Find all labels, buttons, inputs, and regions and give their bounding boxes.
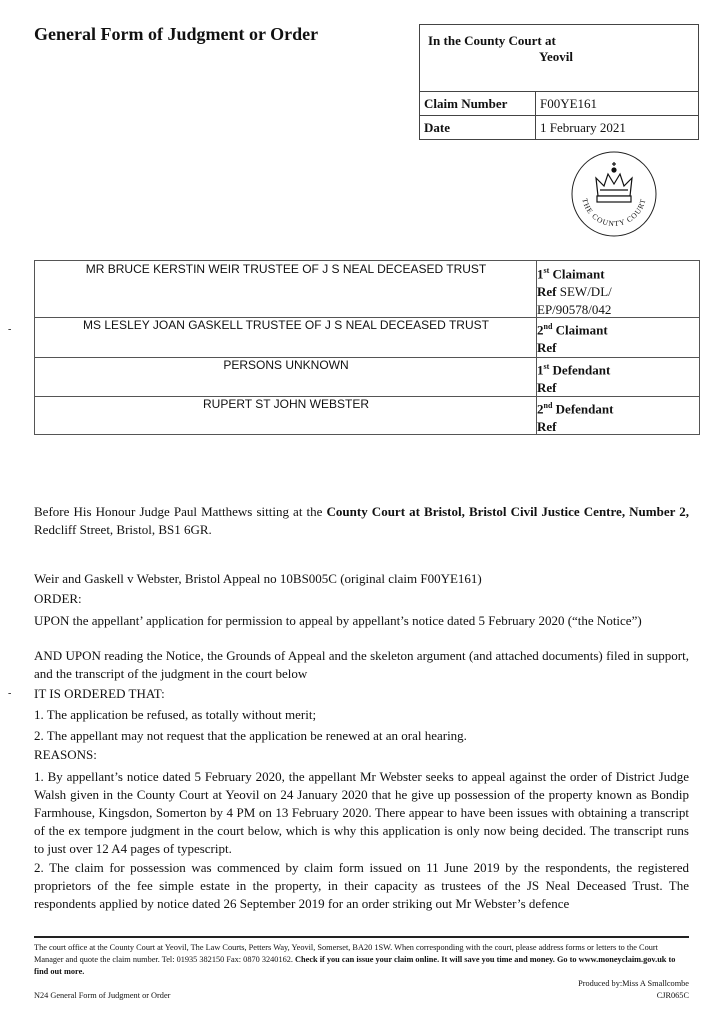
party-role: 2nd Claimant Ref (537, 322, 608, 356)
date-row (420, 116, 698, 140)
party-name: MR BRUCE KERSTIN WEIR TRUSTEE OF J S NEAL DECEASED TRUST (85, 262, 487, 276)
court-details-box (419, 24, 699, 140)
footer-divider (34, 936, 689, 938)
form-title: General Form of Judgment or Order (34, 24, 319, 44)
royal-crown-seal-icon (570, 150, 658, 238)
upon-paragraph: UPON the appellant’ application for permission to appeal by appellant’s notice dated 5 February 2020 (“the Notice”) (34, 613, 642, 628)
case-line: Weir and Gaskell v Webster, Bristol Appeal no 10BS005C (original claim F00YE161) (34, 571, 482, 586)
order-item: 2. The appellant may not request that the application be renewed at an oral hearing. (34, 728, 467, 743)
seal-text: THE COUNTY COURT (580, 197, 648, 229)
claim-number-value: F00YE161 (540, 96, 598, 111)
court-label: In the County Court at (428, 33, 556, 48)
form-code: N24 General Form of Judgment or Order (34, 991, 171, 1000)
party-role: 1st Claimant Ref SEW/DL/ EP/90578/042 (537, 266, 612, 318)
produced-by: Produced by:Miss A Smallcombe (578, 979, 689, 988)
party-name: RUPERT ST JOHN WEBSTER (202, 397, 370, 411)
parties-table (34, 260, 700, 435)
date-label: Date (424, 120, 450, 135)
order-item: 1. The application be refused, as totally without merit; (34, 707, 317, 722)
margin-mark: - (8, 688, 12, 699)
party-reference-cont: EP/90578/042 (537, 302, 612, 318)
ordered-heading: IT IS ORDERED THAT: (34, 686, 165, 701)
party-name: PERSONS UNKNOWN (223, 358, 349, 372)
party-reference: SEW/DL/ (559, 284, 612, 300)
party-row (35, 396, 699, 436)
claim-number-label: Claim Number (424, 96, 508, 111)
claim-number-row (420, 92, 698, 116)
margin-mark: - (8, 324, 12, 335)
order-heading: ORDER: (34, 591, 82, 606)
before-judge-paragraph: Before His Honour Judge Paul Matthews sitting at the County Court at Bristol, Bristol Civil Justice Centre, Number 2, Redcliff Street, Bristol, BS1 6GR. (34, 504, 689, 537)
party-name: MS LESLEY JOAN GASKELL TRUSTEE OF J S NEAL DECEASED TRUST (83, 318, 489, 332)
footer-note: The court office at the County Court at Yeovil, The Law Courts, Petters Way, Yeovil, Somerset, BA20 1SW. When corresponding with the court, please address forms or letters to the Court Manager and quote the claim number. Tel: 01935 382150 Fax: 0870 3240162. Check if you can issue your claim online. It will save you time and money. Go to www.moneyclaim.gov.uk to find out more. (34, 943, 676, 976)
reason-paragraph: 2. The claim for possession was commenced by claim form issued on 11 June 2019 by the respondents, the registered proprietors of the fee simple estate in the property, in their capacity as trustees of the JS Neal Deceased Trust. The respondents applied by notice dated 26 September 2019 for an order striking out Mr Webster’s defence (34, 860, 689, 911)
reasons-heading: REASONS: (34, 747, 97, 762)
court-name: Yeovil (539, 49, 573, 64)
party-role: 1st Defendant Ref (537, 362, 611, 396)
and-upon-paragraph: AND UPON reading the Notice, the Grounds of Appeal and the skeleton argument (and attached documents) filed in support, and the transcript of the judgment in the court below (34, 648, 689, 681)
date-value: 1 February 2021 (540, 120, 626, 135)
party-row (35, 357, 699, 396)
court-name-cell (420, 25, 698, 92)
reference-code: CJR065C (656, 991, 689, 1000)
party-role: 2nd Defendant Ref (537, 401, 614, 435)
party-row (35, 317, 699, 357)
party-row (35, 261, 699, 317)
reason-paragraph: 1. By appellant’s notice dated 5 February 2020, the appellant Mr Webster seeks to appeal against the order of District Judge Walsh given in the County Court at Yeovil on 24 January 2020 that he give up possession of the property known as Bondip Farmhouse, Kingsdon, Somerton by 4 PM on 13 February 2020. There appear to have been issues with obtaining a transcript of the ex tempore judgment in the court below, which is why this application is only now being decided. The transcript runs to just over 12 A4 pages of typescript. (34, 769, 689, 856)
